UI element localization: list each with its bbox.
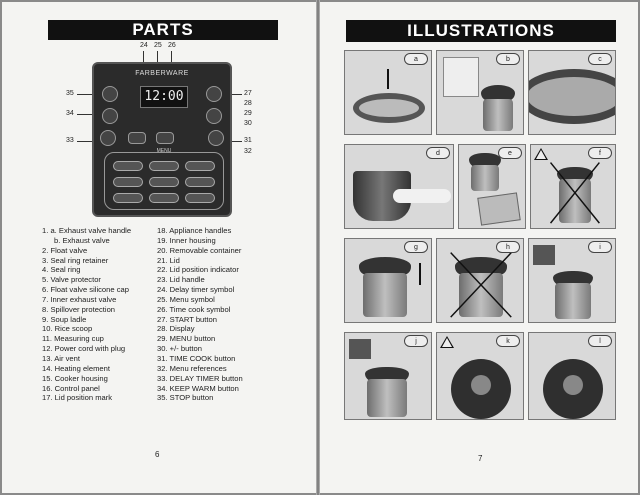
control-panel	[92, 62, 232, 217]
illustration-h	[436, 238, 524, 323]
menu-reference	[149, 193, 179, 203]
menu-reference	[185, 177, 215, 187]
illustration-j	[344, 332, 432, 420]
callout-33: 33	[66, 137, 74, 144]
illustration-g	[344, 238, 432, 323]
parts-item: 20. Removable container	[157, 245, 242, 255]
illustration-c	[528, 50, 616, 135]
illustration-label: j	[404, 335, 428, 347]
callout-26: 26	[168, 42, 176, 49]
illustration-label: b	[496, 53, 520, 65]
keep-warm-button	[102, 108, 118, 124]
parts-item: 31. TIME COOK button	[157, 353, 236, 363]
parts-item: 12. Power cord with plug	[42, 344, 126, 354]
parts-item: 26. Time cook symbol	[157, 304, 231, 314]
cooker-body	[471, 165, 499, 191]
illustration-d	[344, 144, 454, 229]
callout-35: 35	[66, 90, 74, 97]
warning-icon	[534, 148, 548, 160]
illustration-e	[458, 144, 526, 229]
panel-display: 12:00	[140, 86, 188, 108]
detail-inset	[533, 245, 555, 265]
illustration-label: h	[496, 241, 520, 253]
illustration-label: k	[496, 335, 520, 347]
parts-item: 13. Air vent	[42, 353, 80, 363]
arrow-icon	[387, 69, 389, 89]
illustration-label: a	[404, 53, 428, 65]
start-button	[206, 86, 222, 102]
parts-item: 16. Control panel	[42, 383, 100, 393]
parts-item: 5. Valve protector	[42, 275, 101, 285]
illustration-b	[436, 50, 524, 135]
exhaust-valve	[471, 375, 491, 395]
parts-item: 29. MENU button	[157, 334, 216, 344]
illustration-label: l	[588, 335, 612, 347]
plus-button	[208, 130, 224, 146]
parts-item: 15. Cooker housing	[42, 373, 108, 383]
callout-27: 27	[244, 90, 252, 97]
detail-inset	[349, 339, 371, 359]
minus-button	[100, 130, 116, 146]
control-panel-diagram	[32, 42, 292, 217]
parts-item: 6. Float valve silicone cap	[42, 285, 129, 295]
parts-item: 25. Menu symbol	[157, 294, 215, 304]
parts-item: 11. Measuring cup	[42, 334, 104, 344]
illustration-label: d	[426, 147, 450, 159]
parts-item: 19. Inner housing	[157, 235, 216, 245]
inner-lid-drawing	[353, 93, 425, 123]
parts-item: 33. DELAY TIMER button	[157, 373, 243, 383]
menu-reference	[149, 177, 179, 187]
parts-item: b. Exhaust valve	[54, 235, 110, 245]
callout-30: 30	[244, 120, 252, 127]
parts-item: 1. a. Exhaust valve handle	[42, 226, 132, 235]
illustration-label: f	[588, 147, 612, 159]
menu-references	[104, 148, 224, 210]
illustration-label: g	[404, 241, 428, 253]
callout-28: 28	[244, 100, 252, 107]
parts-item: 30. +/- button	[157, 344, 202, 354]
callout-24: 24	[140, 42, 148, 49]
parts-item: 4. Seal ring	[42, 265, 81, 275]
cooker-body	[555, 283, 591, 319]
surface-drawing	[477, 192, 521, 225]
parts-item: 28. Display	[157, 324, 195, 334]
parts-item: 14. Heating element	[42, 363, 110, 373]
parts-item: 27. START button	[157, 314, 217, 324]
menu-reference	[113, 177, 143, 187]
parts-page	[2, 2, 316, 493]
parts-item: 35. STOP button	[157, 393, 214, 403]
lid-underside	[528, 69, 616, 124]
menu-reference	[185, 161, 215, 171]
parts-list-col2	[157, 226, 307, 403]
callout-29: 29	[244, 110, 252, 117]
illustration-label: i	[588, 241, 612, 253]
cooker-body	[367, 379, 407, 417]
parts-item: 7. Inner exhaust valve	[42, 294, 117, 304]
illustrations-banner: ILLUSTRATIONS	[346, 20, 616, 42]
menu-reference	[113, 161, 143, 171]
parts-item: 32. Menu references	[157, 363, 227, 373]
time-cook-button	[156, 132, 174, 144]
parts-item: 10. Rice scoop	[42, 324, 93, 334]
parts-banner: PARTS	[48, 20, 278, 40]
menu-button	[206, 108, 222, 124]
callout-32: 32	[244, 148, 252, 155]
page-number: 7	[478, 454, 483, 463]
exhaust-valve	[563, 375, 583, 395]
parts-item: 34. KEEP WARM button	[157, 383, 239, 393]
hand-cloth	[393, 189, 451, 203]
warning-icon	[440, 336, 454, 348]
illustration-label: e	[498, 147, 522, 159]
parts-item: 9. Soup ladle	[42, 314, 87, 324]
illustrations-page	[320, 2, 638, 493]
illustration-a	[344, 50, 432, 135]
callout-31: 31	[244, 137, 252, 144]
menu-reference	[113, 193, 143, 203]
callout-34: 34	[66, 110, 74, 117]
parts-item: 24. Delay timer symbol	[157, 285, 235, 295]
illustration-i	[528, 238, 616, 323]
parts-item: 21. Lid	[157, 255, 180, 265]
cooker-body	[483, 99, 513, 131]
down-arrow-icon	[419, 263, 421, 285]
stop-button	[102, 86, 118, 102]
menu-label: MENU	[156, 148, 172, 154]
illustration-l	[528, 332, 616, 420]
page-number: 6	[155, 450, 160, 459]
parts-item: 8. Spillover protection	[42, 304, 116, 314]
menu-reference	[149, 161, 179, 171]
parts-item: 22. Lid position indicator	[157, 265, 239, 275]
illustration-label: c	[588, 53, 612, 65]
brand-logo: FARBERWARE	[135, 70, 189, 77]
parts-item: 2. Float valve	[42, 245, 88, 255]
callout-25: 25	[154, 42, 162, 49]
parts-item: 17. Lid position mark	[42, 393, 113, 403]
cooker-body	[363, 273, 407, 317]
parts-list-col1	[42, 226, 162, 403]
parts-item: 18. Appliance handles	[157, 226, 232, 235]
menu-reference	[185, 193, 215, 203]
delay-timer-button	[128, 132, 146, 144]
parts-item: 3. Seal ring retainer	[42, 255, 109, 265]
parts-item: 23. Lid handle	[157, 275, 205, 285]
illustration-k	[436, 332, 524, 420]
detail-inset	[443, 57, 479, 97]
illustration-f	[530, 144, 616, 229]
